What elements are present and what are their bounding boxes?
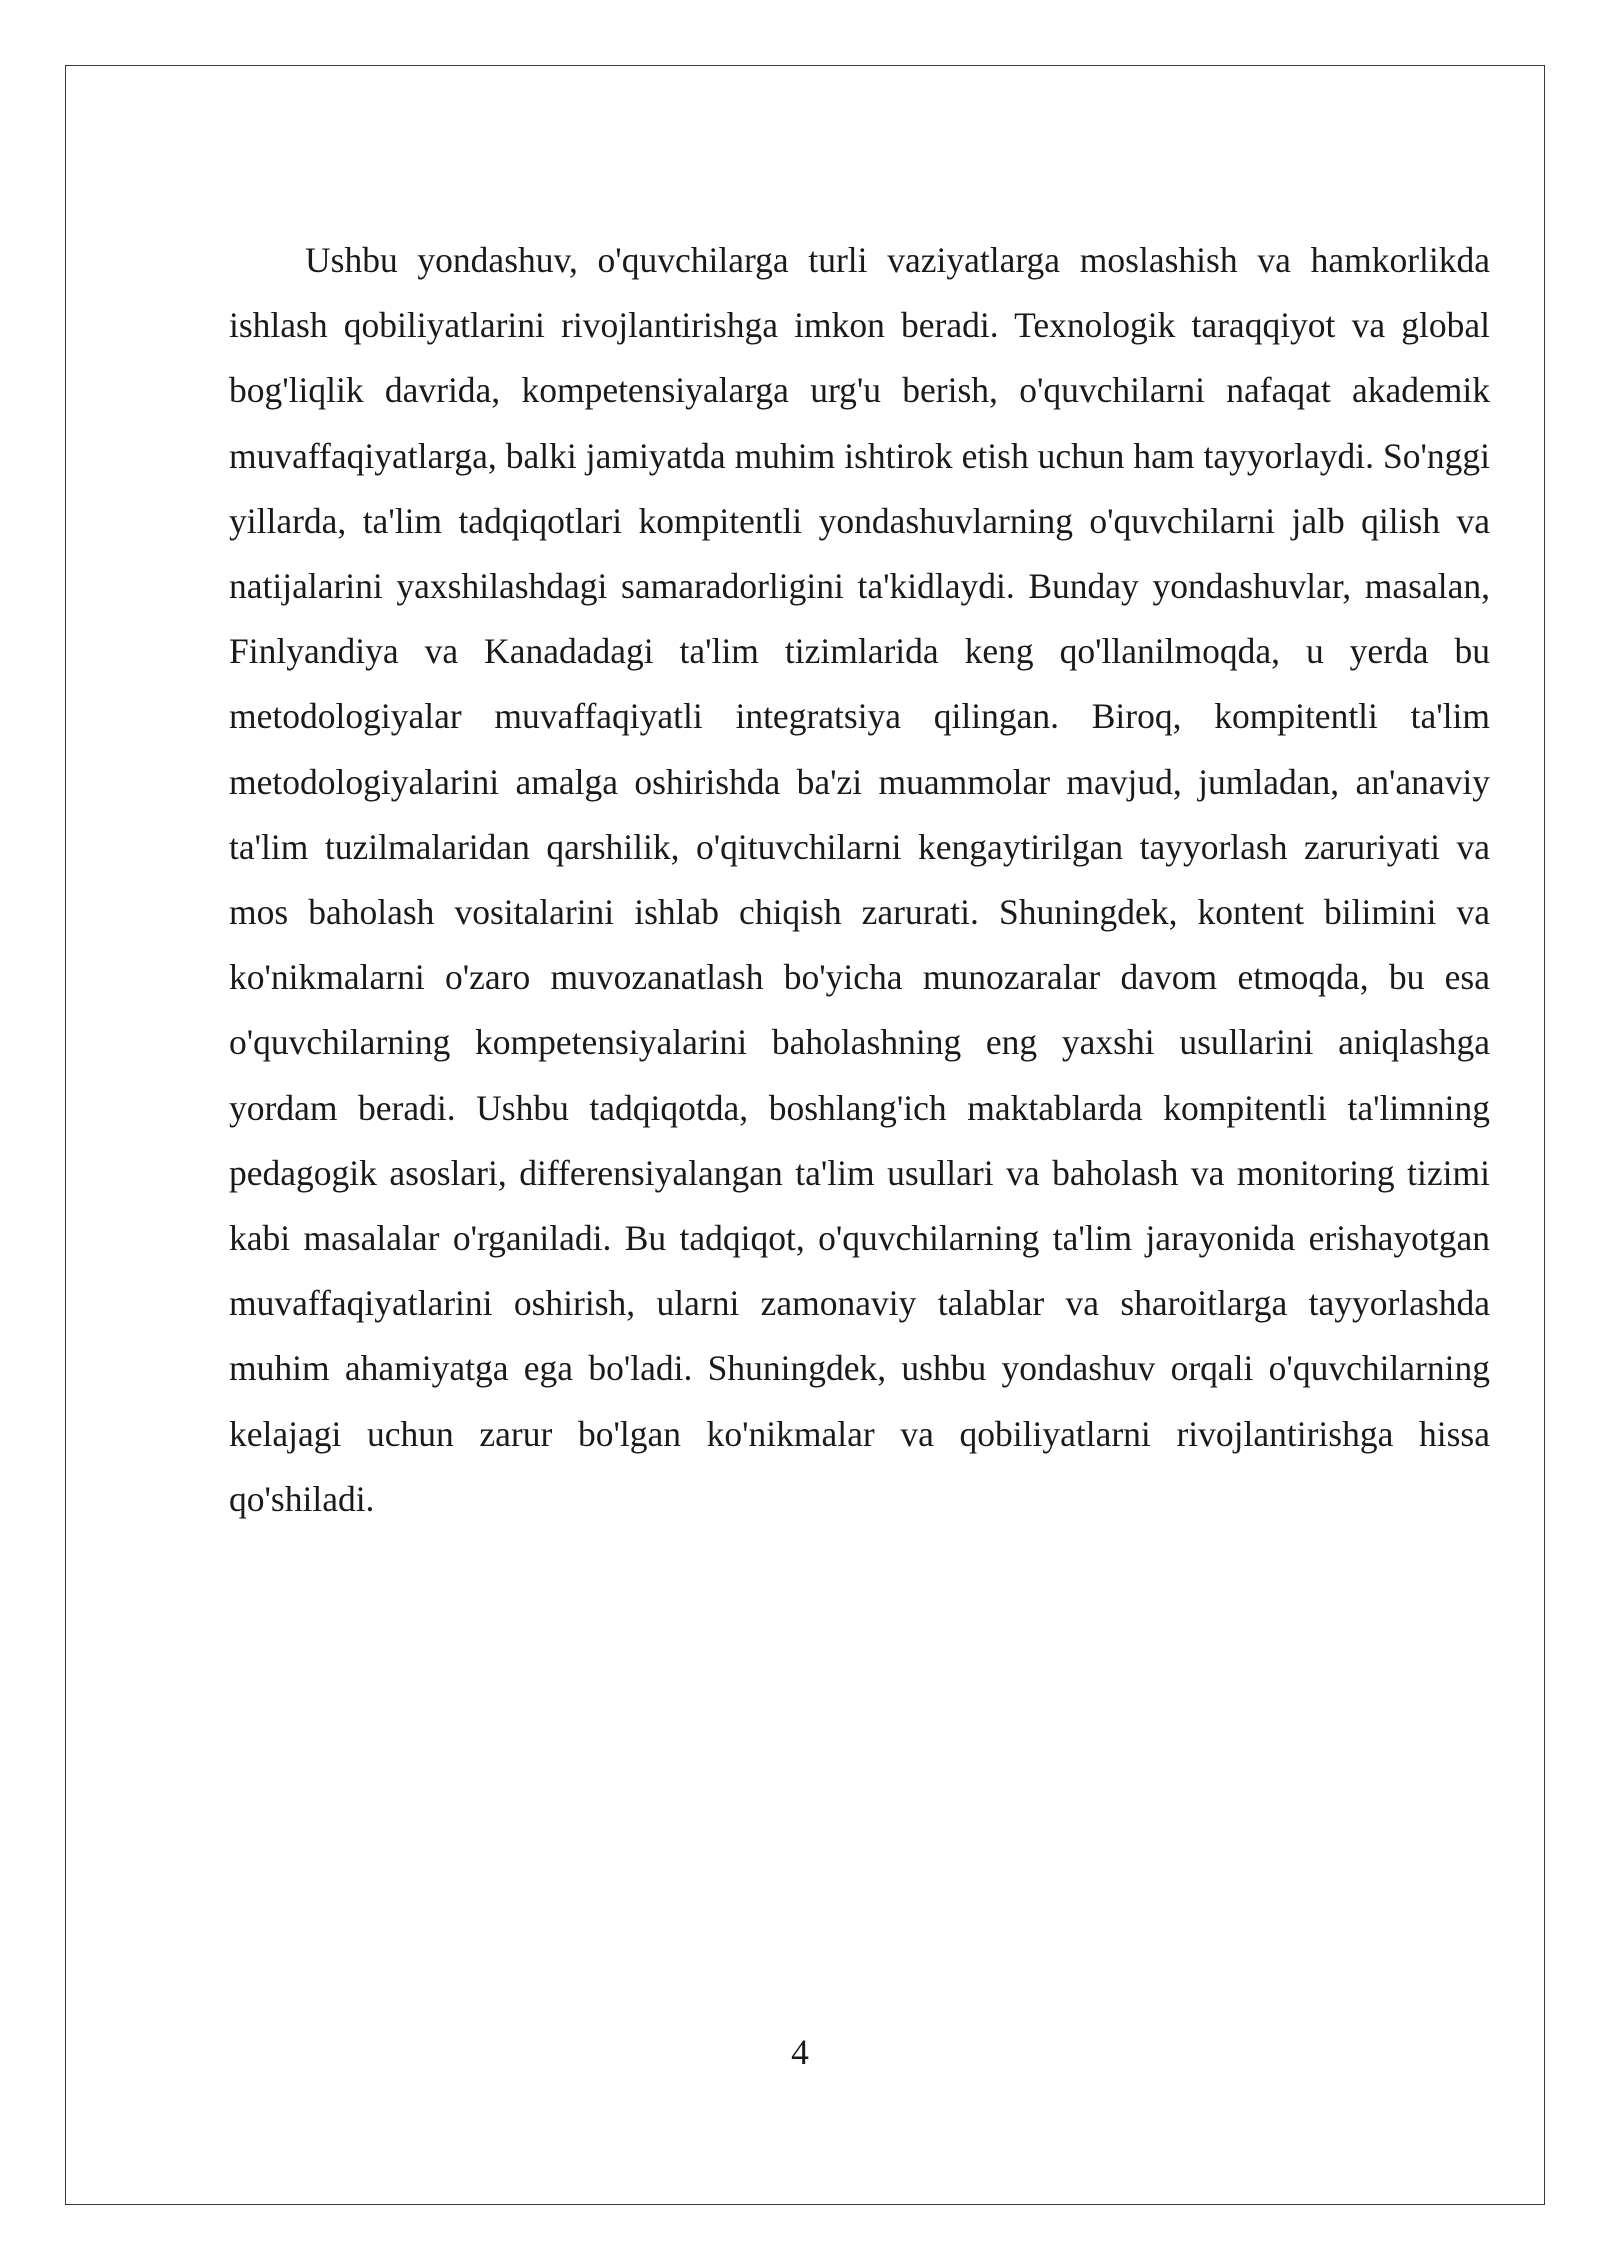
body-paragraph: Ushbu yondashuv, o'quvchilarga turli vaziyatlarga moslashish va hamkorlikda ishlash qobiliyatlarini rivojlantirishga imkon beradi. Texnologik taraqqiyot va global bog'liqlik davrida, kompetensiyalarga urg'u berish, o'quvchilarni nafaqat akademik muvaffaqiyatlarga, balki jamiyatda muhim ishtirok etish uchun ham tayyorlaydi. So'nggi yillarda, ta'lim tadqiqotlari kompitentli yondashuvlarning o'quvchilarni jalb qilish va natijalarini yaxshilashdagi samaradorligini ta'kidlaydi. Bunday yondashuvlar, masalan, Finlyandiya va Kanadadagi ta'lim tizimlarida keng qo'llanilmoqda, u yerda bu metodologiyalar muvaffaqiyatli integratsiya qilingan. Biroq, kompitentli ta'lim metodologiyalarini amalga oshirishda ba'zi muammolar mavjud, jumladan, an'anaviy ta'lim tuzilmalaridan qarshilik, o'qituvchilarni kengaytirilgan tayyorlash zaruriyati va mos baholash vositalarini ishlab chiqish zarurati. Shuningdek, kontent bilimini va ko'nikmalarni o'zaro muvozanatlash bo'yicha munozaralar davom etmoqda, bu esa o'quvchilarning kompetensiyalarini baholashning eng yaxshi usullarini aniqlashga yordam beradi. Ushbu tadqiqotda, boshlang'ich maktablarda kompitentli ta'limning pedagogik asoslari, differensiyalangan ta'lim usullari va baholash va monitoring tizimi kabi masalalar o'rganiladi. Bu tadqiqot, o'quvchilarning ta'lim jarayonida erishayotgan muvaffaqiyatlarini oshirish, ularni zamonaviy talablar va sharoitlarga tayyorlashda muhim ahamiyatga ega bo'ladi. Shuningdek, ushbu yondashuv orqali o'quvchilarning kelajagi uchun zarur bo'lgan ko'nikmalar va qobiliyatlarni rivojlantirishga hissa qo'shiladi. bbox=[229, 240, 1490, 1519]
page-number: 4 bbox=[791, 2032, 809, 2072]
